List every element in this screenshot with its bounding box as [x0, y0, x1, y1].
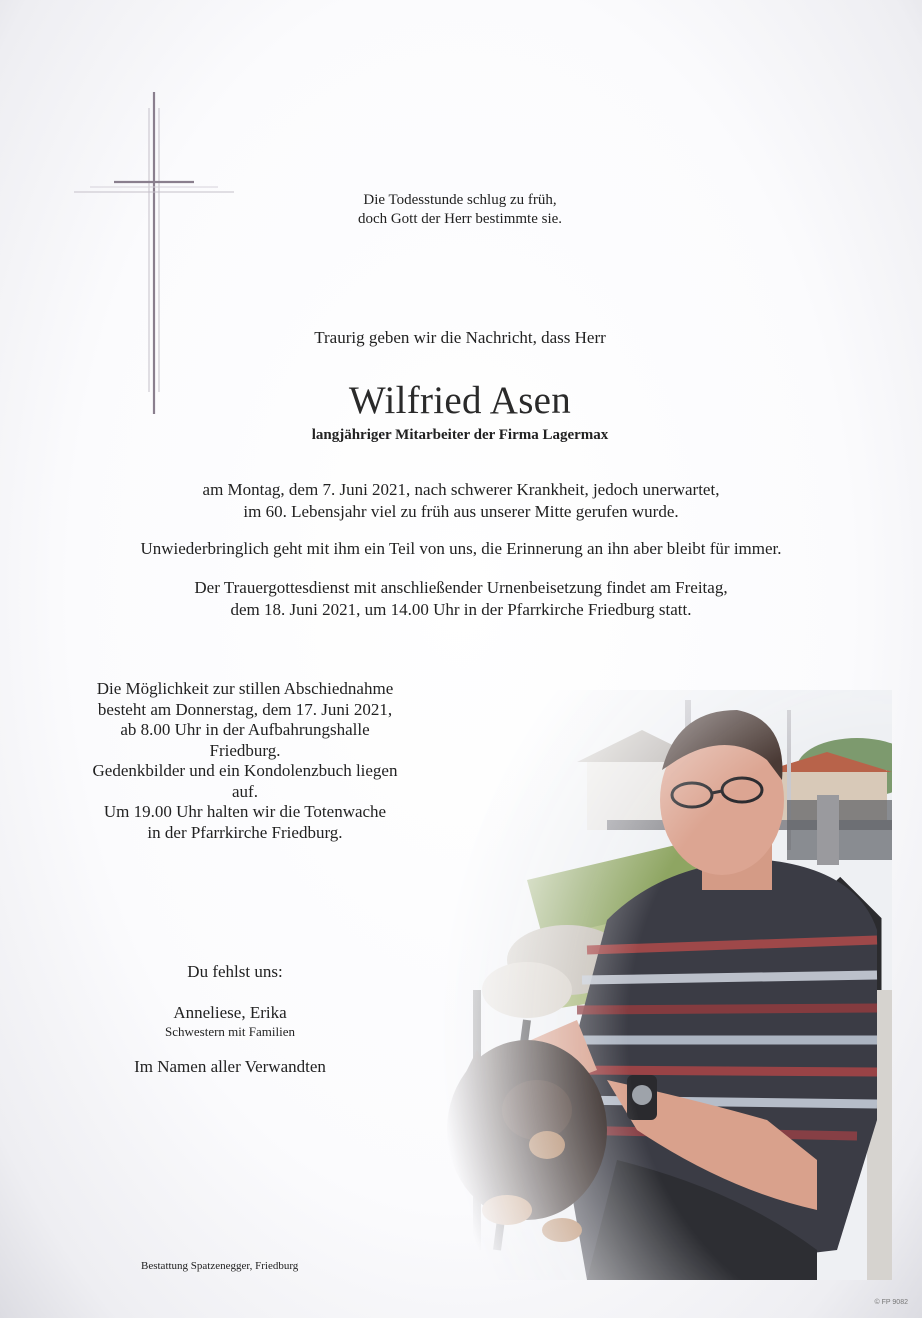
death-notice-line: am Montag, dem 7. Juni 2021, nach schwerer Krankheit, jedoch unerwartet, — [202, 480, 720, 499]
deceased-name: Wilfried Asen — [348, 379, 572, 422]
service-notice — [0, 577, 922, 621]
mourners-intro: Du fehlst uns: — [187, 962, 283, 981]
farewell-line: besteht am Donnerstag, dem 17. Juni 2021, — [97, 699, 393, 719]
mourners-description: Schwestern mit Familien — [165, 1024, 295, 1039]
death-notice — [0, 479, 922, 523]
farewell-line: in der Pfarrkirche Friedburg. — [147, 822, 343, 842]
cross-icon — [70, 88, 240, 418]
farewell-info — [90, 679, 400, 843]
mourners-names: Anneliese, Erika — [173, 1003, 287, 1022]
service-line: dem 18. Juni 2021, um 14.00 Uhr in der Pfarrkirche Friedburg statt. — [230, 600, 692, 619]
portrait-photo — [437, 690, 892, 1280]
undertaker-credit: Bestattung Spatzenegger, Friedburg — [141, 1260, 299, 1272]
template-code: © FP 9082 — [874, 1299, 908, 1306]
remembrance-line: Unwiederbringlich geht mit ihm ein Teil von uns, die Erinnerung an ihn aber bleibt für immer. — [140, 539, 782, 558]
announcement: Traurig geben wir die Nachricht, dass Herr — [314, 328, 606, 347]
death-notice-line: im 60. Lebensjahr viel zu früh aus unserer Mitte gerufen wurde. — [243, 502, 679, 521]
farewell-line: Gedenkbilder und ein Kondolenzbuch liegen auf. — [92, 761, 398, 801]
motto — [300, 191, 620, 229]
motto-line: Die Todesstunde schlug zu früh, — [363, 192, 557, 208]
service-line: Der Trauergottesdienst mit anschließender Urnenbeisetzung findet am Freitag, — [194, 578, 728, 597]
deceased-subtitle: langjähriger Mitarbeiter der Firma Lagermax — [311, 427, 609, 443]
farewell-line: Die Möglichkeit zur stillen Abschiednahme — [96, 679, 394, 698]
motto-line: doch Gott der Herr bestimmte sie. — [357, 211, 563, 227]
mourners-closing: Im Namen aller Verwandten — [134, 1057, 326, 1076]
farewell-line: ab 8.00 Uhr in der Aufbahrungshalle Friedburg. — [120, 720, 370, 760]
remembrance-text — [0, 538, 922, 560]
farewell-line: Um 19.00 Uhr halten wir die Totenwache — [103, 802, 387, 821]
